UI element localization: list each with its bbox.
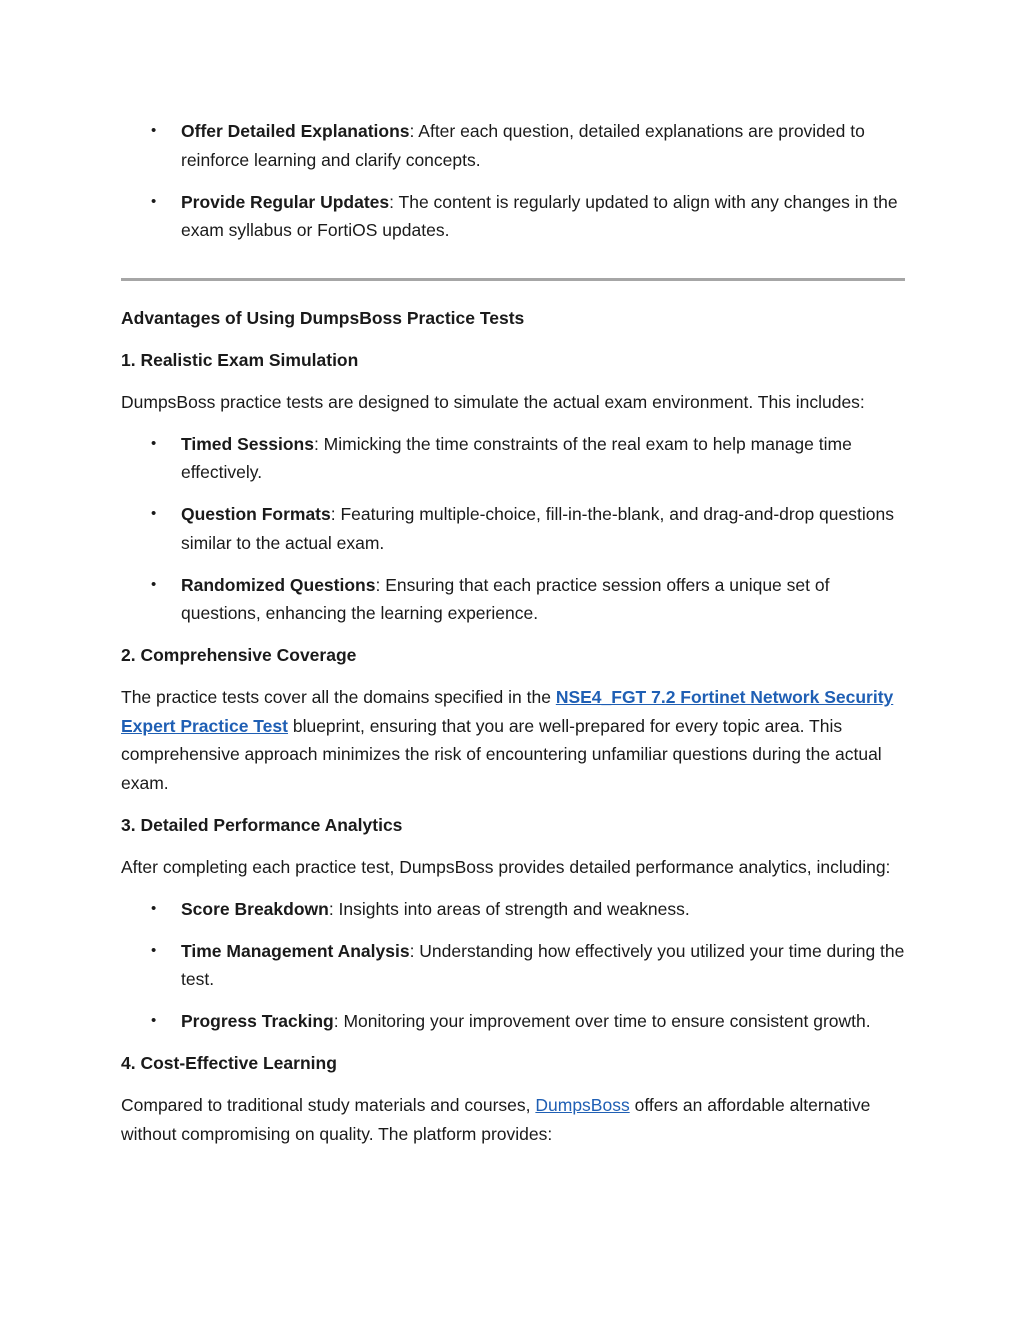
section-3-intro: After completing each practice test, DumpsBoss provides detailed performance analytics, including: (121, 856, 891, 877)
dumpsboss-link[interactable]: DumpsBoss (535, 1095, 630, 1115)
document-page (121, 117, 905, 1162)
bullet-term: Timed Sessions (181, 433, 314, 454)
section-4-paragraph (121, 1091, 905, 1148)
bullet-text: : Understanding how effectively you utilized your time during the test. (181, 940, 905, 989)
bullet-term: Score Breakdown (181, 898, 329, 919)
bullet-text: : After each question, detailed explanations are provided to reinforce learning and clarify concepts. (181, 121, 865, 170)
bullet-icon: • (151, 941, 157, 959)
list-item (121, 1007, 905, 1036)
paragraph-text: blueprint, ensuring that you are well-prepared for every topic area. This comprehensive approach minimizes the risk of encountering unfamiliar questions during the actual exam. (121, 715, 882, 793)
section-3-bullet-list (121, 895, 905, 1036)
horizontal-divider (121, 278, 905, 281)
bullet-icon: • (151, 575, 157, 593)
paragraph-text: The practice tests cover all the domains specified in the (121, 687, 556, 707)
bullet-term: Offer Detailed Explanations (181, 121, 410, 141)
bullet-term: Randomized Questions (181, 574, 376, 595)
section-2-heading: 2. Comprehensive Coverage (121, 645, 357, 665)
list-item (121, 895, 905, 924)
bullet-icon: • (151, 505, 157, 522)
paragraph-text: Compared to traditional study materials and courses, (121, 1095, 536, 1115)
bullet-term: Provide Regular Updates (181, 191, 390, 212)
bullet-term: Time Management Analysis (181, 940, 410, 961)
bullet-icon: • (151, 192, 157, 210)
bullet-icon: • (151, 434, 157, 452)
bullet-text: : Ensuring that each practice session offers a unique set of questions, enhancing the learning experience. (181, 574, 830, 623)
section-1-intro: DumpsBoss practice tests are designed to simulate the actual exam environment. This includes: (121, 391, 865, 412)
paragraph-text: offers an affordable alternative without compromising on quality. The platform provides: (121, 1095, 871, 1144)
bullet-text: : Mimicking the time constraints of the real exam to help manage time effectively. (181, 433, 852, 482)
section-1-bullet-list (121, 430, 905, 628)
bullet-text: : The content is regularly updated to align with any changes in the exam syllabus or FortiOS updates. (181, 191, 898, 240)
list-item (121, 117, 905, 174)
list-item (121, 430, 905, 487)
list-item (121, 937, 905, 994)
section-3-heading: 3. Detailed Performance Analytics (121, 814, 403, 835)
list-item (121, 500, 905, 557)
bullet-text: : Insights into areas of strength and weakness. (328, 898, 690, 919)
bullet-term: Progress Tracking (181, 1011, 334, 1031)
bullet-text: : Monitoring your improvement over time to ensure consistent growth. (333, 1011, 871, 1031)
bullet-term: Question Formats (181, 504, 331, 524)
bullet-icon: • (151, 1012, 157, 1029)
section-1-heading: 1. Realistic Exam Simulation (121, 349, 359, 370)
intro-bullet-list (121, 117, 905, 245)
bullet-icon: • (151, 899, 157, 917)
bullet-text: : Featuring multiple-choice, fill-in-the-blank, and drag-and-drop questions similar to the actual exam. (181, 504, 894, 553)
section-title: Advantages of Using DumpsBoss Practice Tests (121, 307, 525, 328)
list-item (121, 188, 905, 245)
section-2-paragraph (121, 683, 905, 797)
practice-test-link[interactable]: NSE4_FGT 7.2 Fortinet Network Security Expert Practice Test (121, 687, 894, 736)
list-item (121, 571, 905, 628)
section-4-heading: 4. Cost-Effective Learning (121, 1053, 337, 1073)
bullet-icon: • (151, 122, 157, 139)
